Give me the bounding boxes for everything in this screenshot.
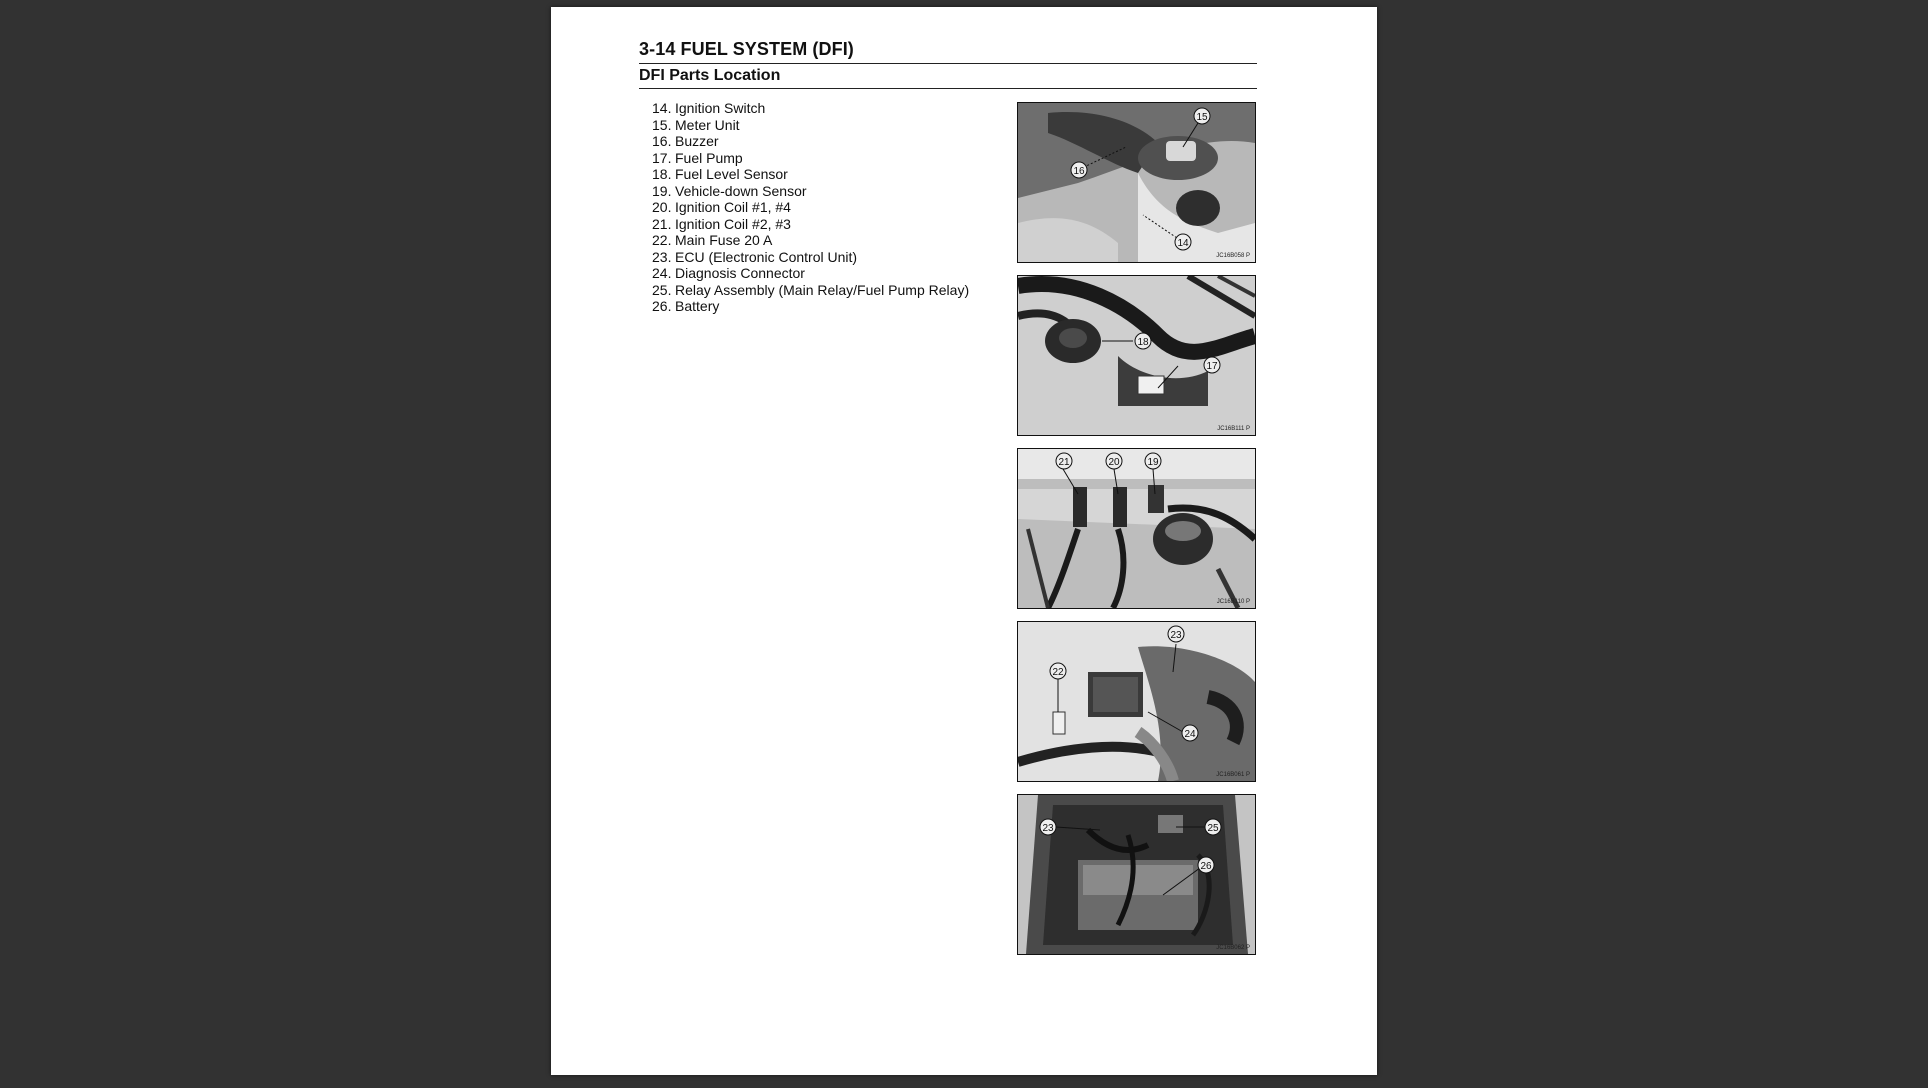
parts-list: [652, 100, 969, 315]
photo-column: [1017, 102, 1256, 967]
svg-text:15: 15: [1196, 112, 1208, 123]
svg-text:23: 23: [1170, 630, 1182, 641]
list-item: 14. Ignition Switch: [652, 100, 766, 116]
photo-ignition-coils: [1017, 448, 1256, 609]
list-item: 21. Ignition Coil #2, #3: [652, 215, 791, 232]
callout-23: [1040, 819, 1056, 835]
callout-17: [1204, 357, 1220, 373]
section-title: DFI Parts Location: [639, 67, 1257, 89]
list-item: 17. Fuel Pump: [652, 149, 743, 166]
photo-code: JC16B058 P: [1216, 253, 1250, 259]
list-item: 26. Battery: [652, 298, 720, 314]
callout-22: [1050, 663, 1066, 679]
photo-code: JC16B110 P: [1216, 599, 1250, 605]
callout-14: [1175, 234, 1191, 250]
callout-20: [1106, 453, 1122, 469]
callout-15: [1194, 108, 1210, 124]
list-item: 24. Diagnosis Connector: [652, 265, 805, 281]
list-item: 25. Relay Assembly (Main Relay/Fuel Pump Relay): [652, 281, 970, 298]
list-item: 22. Main Fuse 20 A: [652, 232, 773, 248]
photo-code: JC16B111 P: [1217, 426, 1250, 432]
photo-battery: [1017, 794, 1256, 955]
svg-text:19: 19: [1147, 457, 1159, 468]
list-item: 20. Ignition Coil #1, #4: [652, 199, 791, 215]
photo-fuel-pump: [1017, 275, 1256, 436]
svg-text:14: 14: [1177, 238, 1189, 249]
svg-text:26: 26: [1200, 861, 1212, 872]
svg-text:17: 17: [1206, 361, 1218, 372]
svg-text:18: 18: [1137, 337, 1149, 348]
callout-24: [1182, 725, 1198, 741]
svg-text:21: 21: [1058, 457, 1070, 468]
list-item: 19. Vehicle-down Sensor: [652, 182, 807, 199]
list-item: 16. Buzzer: [652, 133, 719, 149]
photo-handlebar: [1017, 102, 1256, 263]
page-title: 3-14 FUEL SYSTEM (DFI): [639, 39, 1257, 64]
list-item: 15. Meter Unit: [652, 116, 740, 133]
svg-text:24: 24: [1184, 729, 1196, 740]
list-item: 18. Fuel Level Sensor: [652, 166, 788, 182]
callout-16: [1071, 162, 1087, 178]
callout-18: [1135, 333, 1151, 349]
callout-25: [1205, 819, 1221, 835]
svg-text:20: 20: [1108, 457, 1120, 468]
svg-text:25: 25: [1207, 823, 1219, 834]
document-page: [551, 7, 1377, 1075]
callout-21: [1056, 453, 1072, 469]
svg-text:16: 16: [1073, 166, 1085, 177]
photo-code: JC16B062 P: [1216, 945, 1250, 951]
svg-text:23: 23: [1042, 823, 1054, 834]
list-item: 23. ECU (Electronic Control Unit): [652, 248, 858, 265]
page-header: [639, 39, 1257, 89]
photo-code: JC16B061 P: [1216, 772, 1250, 778]
callout-26: [1198, 857, 1214, 873]
callout-19: [1145, 453, 1161, 469]
callout-23: [1168, 626, 1184, 642]
svg-text:22: 22: [1052, 667, 1064, 678]
photo-ecu: [1017, 621, 1256, 782]
